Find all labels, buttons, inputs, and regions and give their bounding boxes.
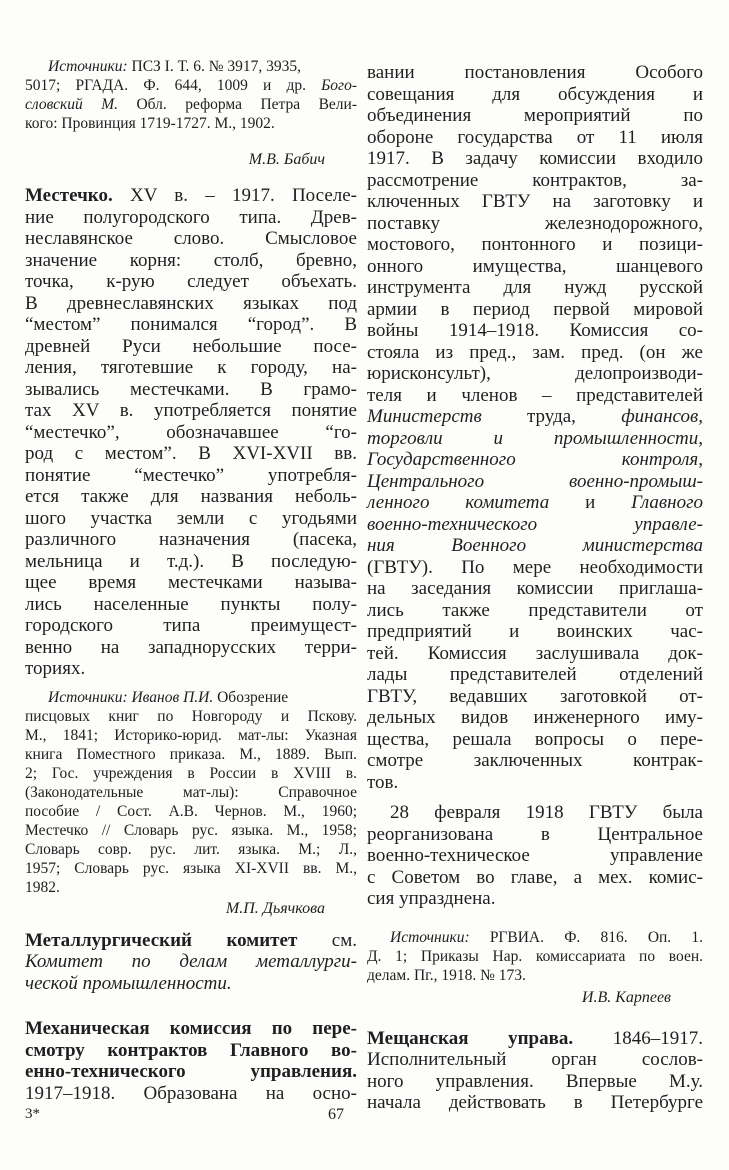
- entry-paragraph: [25, 930, 357, 995]
- body-text: лись населенные пункты полу-: [25, 593, 357, 615]
- body-text: предприятий и воинских час-: [367, 621, 703, 642]
- text-line: [367, 867, 703, 889]
- body-text: РГВИА. Ф. 816. Оп. 1.: [469, 928, 703, 946]
- text-line: [367, 643, 703, 665]
- text-line: [25, 783, 357, 802]
- text-line: [367, 947, 703, 966]
- text-line: [25, 422, 357, 444]
- body-text: (ГВТУ). По мере необходимости: [367, 556, 703, 578]
- text-line: [25, 615, 357, 637]
- body-text: шого участка земли с угодьями: [25, 507, 357, 529]
- italic-text: торговли и промышленности,: [367, 427, 703, 449]
- body-text: теля и членов – представителей: [367, 384, 703, 406]
- text-line: [367, 406, 703, 428]
- body-text: 1957; Словарь рус. языка XI-XVII вв. М.,: [25, 859, 357, 877]
- italic-text: ческой промышленности.: [25, 972, 232, 994]
- body-text: 1982.: [25, 878, 60, 896]
- entry-paragraph: [25, 1018, 357, 1104]
- body-text: городского типа преимущест-: [25, 615, 357, 636]
- text-line: [25, 400, 357, 422]
- body-text: начала действовать в Петербурге: [367, 1092, 703, 1113]
- text-line: [367, 84, 703, 106]
- text-line: [367, 363, 703, 385]
- text-line: [25, 1061, 357, 1083]
- body-text: Исполнительный орган сослов-: [367, 1049, 703, 1070]
- body-text: неславянское слово. Смысловое: [25, 228, 357, 249]
- text-line: [25, 486, 357, 508]
- text-line: [25, 293, 357, 315]
- text-line: [25, 57, 357, 76]
- body-text: щества, решала вопросы о пере-: [367, 728, 703, 750]
- body-text: щее время местечками называ-: [25, 572, 357, 593]
- sources-note: [25, 688, 357, 897]
- text-line: [367, 191, 703, 213]
- text-line: [367, 449, 703, 471]
- body-text: пособие / Сост. А.В. Чернов. М., 1960;: [25, 802, 357, 820]
- page-number: 67: [328, 1106, 344, 1123]
- headword-text: енно-технического управления.: [25, 1061, 357, 1082]
- body-text: рассмотрение контрактов, за-: [367, 169, 703, 191]
- text-line: [367, 277, 703, 299]
- text-line: [25, 1083, 357, 1105]
- body-text: и: [549, 492, 632, 513]
- text-line: [25, 764, 357, 783]
- text-line: [367, 320, 703, 342]
- body-text: писцовых книг по Новгороду и Пскову.: [25, 707, 357, 725]
- text-line: [367, 127, 703, 149]
- body-text: XV в. – 1917. Поселе-: [112, 185, 357, 206]
- text-line: [25, 1040, 357, 1062]
- body-text: древней Руси небольшие посе-: [25, 335, 357, 357]
- text-line: [25, 228, 357, 250]
- text-line: [367, 535, 703, 557]
- body-text: ГВТУ, ведавших заготовкой от-: [367, 685, 703, 707]
- text-line: [25, 688, 357, 707]
- body-text: лады представителей отделений: [367, 664, 703, 685]
- body-text: кого: Провинция 1719-1727. М., 1902.: [25, 115, 275, 132]
- text-line: [367, 1071, 703, 1093]
- body-text: род с местом”. В XVI-XVII вв.: [25, 443, 357, 464]
- text-line: [367, 966, 703, 985]
- text-line: [367, 256, 703, 278]
- italic-text: Главного: [631, 492, 703, 513]
- body-text: сия упразднена.: [367, 888, 496, 909]
- text-line: [25, 465, 357, 487]
- text-line: [367, 299, 703, 321]
- body-text: обороне государства от 11 июля: [367, 126, 703, 148]
- left-column: [25, 0, 357, 1104]
- text-line: [367, 428, 703, 450]
- italic-text: Источники:: [48, 58, 128, 75]
- text-line: [367, 845, 703, 867]
- text-line: [25, 336, 357, 358]
- text-line: [25, 271, 357, 293]
- text-line: [25, 508, 357, 530]
- italic-text: Бого-: [321, 77, 357, 94]
- text-line: [25, 1018, 357, 1040]
- author-signature: М.В. Бабич: [248, 151, 325, 168]
- body-text: вании постановления Особого: [367, 62, 703, 83]
- text-line: [25, 726, 357, 745]
- body-text: войны 1914–1918. Комиссия со-: [367, 320, 703, 341]
- body-text: армии в период первой мировой: [367, 298, 703, 320]
- body-text: зывались местечками. В грамо-: [25, 378, 357, 400]
- italic-text: Центрального военно-промыш-: [367, 470, 703, 492]
- body-text: ется также для названия неболь-: [25, 486, 357, 507]
- body-text: Словарь совр. рус. лит. языка. М.; Л.,: [25, 840, 357, 858]
- text-line: [25, 572, 357, 594]
- body-text: тах XV в. употребляется понятие: [25, 400, 357, 421]
- body-text: ториях.: [25, 658, 86, 679]
- text-line: [25, 76, 357, 95]
- body-text: совещания для обсуждения и: [367, 83, 703, 105]
- body-text: тов.: [367, 771, 399, 793]
- text-line: [25, 114, 357, 133]
- entry-paragraph: [367, 1028, 703, 1114]
- body-text: на заседания комиссии приглаша-: [367, 578, 703, 599]
- text-line: [25, 314, 357, 336]
- body-text: 1846–1917.: [573, 1027, 703, 1049]
- text-line: [25, 658, 357, 680]
- italic-text: Источники:: [390, 928, 470, 946]
- body-text: реорганизована в Центральное: [367, 823, 703, 845]
- text-line: [367, 105, 703, 127]
- body-text: 28 февраля 1918 ГВТУ была: [390, 802, 703, 823]
- body-text: книга Поместного приказа. М., 1889. Вып.: [25, 745, 357, 763]
- body-text: понятие “местечко” употребля-: [25, 464, 357, 486]
- text-line: [367, 772, 703, 794]
- body-text: труда,: [481, 406, 622, 427]
- text-line: [25, 821, 357, 840]
- body-text: ного управления. Впервые М.у.: [367, 1070, 703, 1092]
- text-line: [25, 637, 357, 659]
- right-column: [367, 0, 703, 1114]
- text-line: [367, 888, 703, 910]
- body-text: точка, к-рую следует объехать.: [25, 271, 357, 292]
- text-line: [367, 928, 703, 947]
- text-line: [367, 621, 703, 643]
- body-text: инструмента для нужд русской: [367, 277, 703, 298]
- body-text: мельница и т.д.). В последую-: [25, 550, 357, 572]
- italic-text: словский М.: [25, 96, 118, 113]
- body-text: “местечко”, обозначавшее “го-: [25, 421, 357, 443]
- body-text: ключенных ГВТУ на заготовку и: [367, 191, 703, 212]
- headword-text: Механическая комиссия по пере-: [25, 1018, 357, 1039]
- body-text: онного имущества, шанцевого: [367, 255, 703, 277]
- text-line: [367, 824, 703, 846]
- body-text: 5017; РГАДА. Ф. 644, 1009 и др.: [25, 77, 322, 94]
- body-text: объединения мероприятий по: [367, 105, 703, 126]
- page-footer: [0, 1106, 729, 1132]
- text-line: [25, 594, 357, 616]
- entry-paragraph: [25, 185, 357, 680]
- text-line: [25, 859, 357, 878]
- body-text: 2; Гос. учреждения в России в XVIII в.: [25, 764, 357, 782]
- text-line: [367, 385, 703, 407]
- body-text: ние полугородского типа. Древ-: [25, 206, 357, 228]
- body-text: тей. Комиссия заслушивала док-: [367, 642, 703, 664]
- italic-text: Государственного контроля,: [367, 449, 703, 470]
- body-text: с Советом во главе, а мех. комис-: [367, 866, 703, 888]
- text-line: [367, 213, 703, 235]
- italic-text: ленного комитета: [367, 492, 550, 513]
- body-text: военно-техническое управление: [367, 845, 703, 866]
- body-text: делам. Пг., 1918. № 173.: [367, 966, 526, 984]
- text-line: [25, 529, 357, 551]
- text-line: [367, 750, 703, 772]
- text-line: [367, 234, 703, 256]
- body-text: (Законодательные мат-лы): Справочное: [25, 783, 357, 801]
- body-text: М., 1841; Историко-юрид. мат-лы: Указная: [25, 726, 357, 744]
- headword-text: Мещанская управа.: [367, 1027, 574, 1049]
- text-line: [367, 686, 703, 708]
- text-line: [367, 707, 703, 729]
- text-line: [367, 514, 703, 536]
- body-text: смотре заключенных контрак-: [367, 750, 703, 771]
- text-line: [367, 600, 703, 622]
- headword-text: Металлургический комитет: [25, 929, 298, 951]
- text-line: [25, 951, 357, 973]
- text-line: [25, 745, 357, 764]
- text-line: [367, 492, 703, 514]
- text-line: [25, 802, 357, 821]
- body-text: ления, тяготевшие к городу, на-: [25, 357, 357, 378]
- italic-text: военно-технического управле-: [367, 513, 703, 535]
- body-text: поставку железнодорожного,: [367, 212, 703, 234]
- author-signature: М.П. Дьячкова: [225, 899, 325, 917]
- body-text: Местечко // Словарь рус. языка. М., 1958;: [25, 821, 357, 839]
- body-text: венно на западнорусских терри-: [25, 636, 357, 658]
- body-text: Обл. реформа Петра Вели-: [118, 96, 357, 113]
- text-line: [25, 250, 357, 272]
- author-signature: И.В. Карпеев: [581, 988, 671, 1006]
- italic-text: ния Военного министерства: [367, 535, 703, 556]
- text-line: [25, 185, 357, 207]
- italic-text: Комитет по делам металлурги-: [25, 951, 357, 972]
- text-line: [367, 729, 703, 751]
- entry-paragraph: [367, 802, 703, 910]
- headword-text: смотру контрактов Главного во-: [25, 1039, 357, 1061]
- text-line: [367, 578, 703, 600]
- text-line: [367, 1028, 703, 1050]
- body-text: Д. 1; Приказы Нар. комиссариата по воен.: [367, 947, 703, 965]
- text-line: [367, 471, 703, 493]
- body-text: Обозрение: [213, 688, 289, 706]
- text-line: [25, 207, 357, 229]
- italic-text: Министерств: [367, 406, 482, 427]
- text-line: [25, 379, 357, 401]
- text-line: [25, 707, 357, 726]
- body-text: “местом” понимался “город”. В: [25, 314, 357, 335]
- body-text: 1917. В задачу комиссии входило: [367, 148, 703, 169]
- text-line: [367, 342, 703, 364]
- text-line: [367, 148, 703, 170]
- entry-paragraph: [367, 62, 703, 793]
- text-line: [25, 878, 357, 897]
- signature-mark: 3*: [25, 1106, 40, 1122]
- sources-note: [25, 57, 357, 133]
- sources-note: [367, 928, 703, 985]
- text-line: [25, 973, 357, 995]
- text-line: [25, 930, 357, 952]
- body-text: дельных видов инженерного иму-: [367, 707, 703, 728]
- body-text: см.: [297, 929, 357, 951]
- text-line: [367, 664, 703, 686]
- text-line: [25, 443, 357, 465]
- italic-text: финансов,: [621, 406, 703, 427]
- text-line: [367, 62, 703, 84]
- body-text: 1917–1918. Образована на осно-: [25, 1082, 357, 1104]
- italic-text: Источники: Иванов П.И.: [48, 688, 214, 706]
- body-text: В древнеславянских языках под: [25, 292, 357, 314]
- body-text: значение корня: столб, бревно,: [25, 249, 357, 271]
- body-text: различного назначения (пасека,: [25, 529, 357, 550]
- headword-text: Местечко.: [25, 185, 113, 206]
- text-line: [367, 170, 703, 192]
- text-line: [25, 840, 357, 859]
- body-text: стояла из пред., зам. пред. (он же: [367, 341, 703, 363]
- body-text: юрисконсульт), делопроизводи-: [367, 363, 703, 384]
- text-line: [367, 1049, 703, 1071]
- body-text: лись также представители от: [367, 599, 703, 621]
- text-line: [25, 551, 357, 573]
- text-line: [25, 95, 357, 114]
- text-line: [25, 357, 357, 379]
- body-text: ПСЗ I. Т. 6. № 3917, 3935,: [127, 58, 302, 75]
- text-line: [367, 557, 703, 579]
- body-text: мостового, понтонного и позици-: [367, 234, 703, 255]
- text-line: [367, 802, 703, 824]
